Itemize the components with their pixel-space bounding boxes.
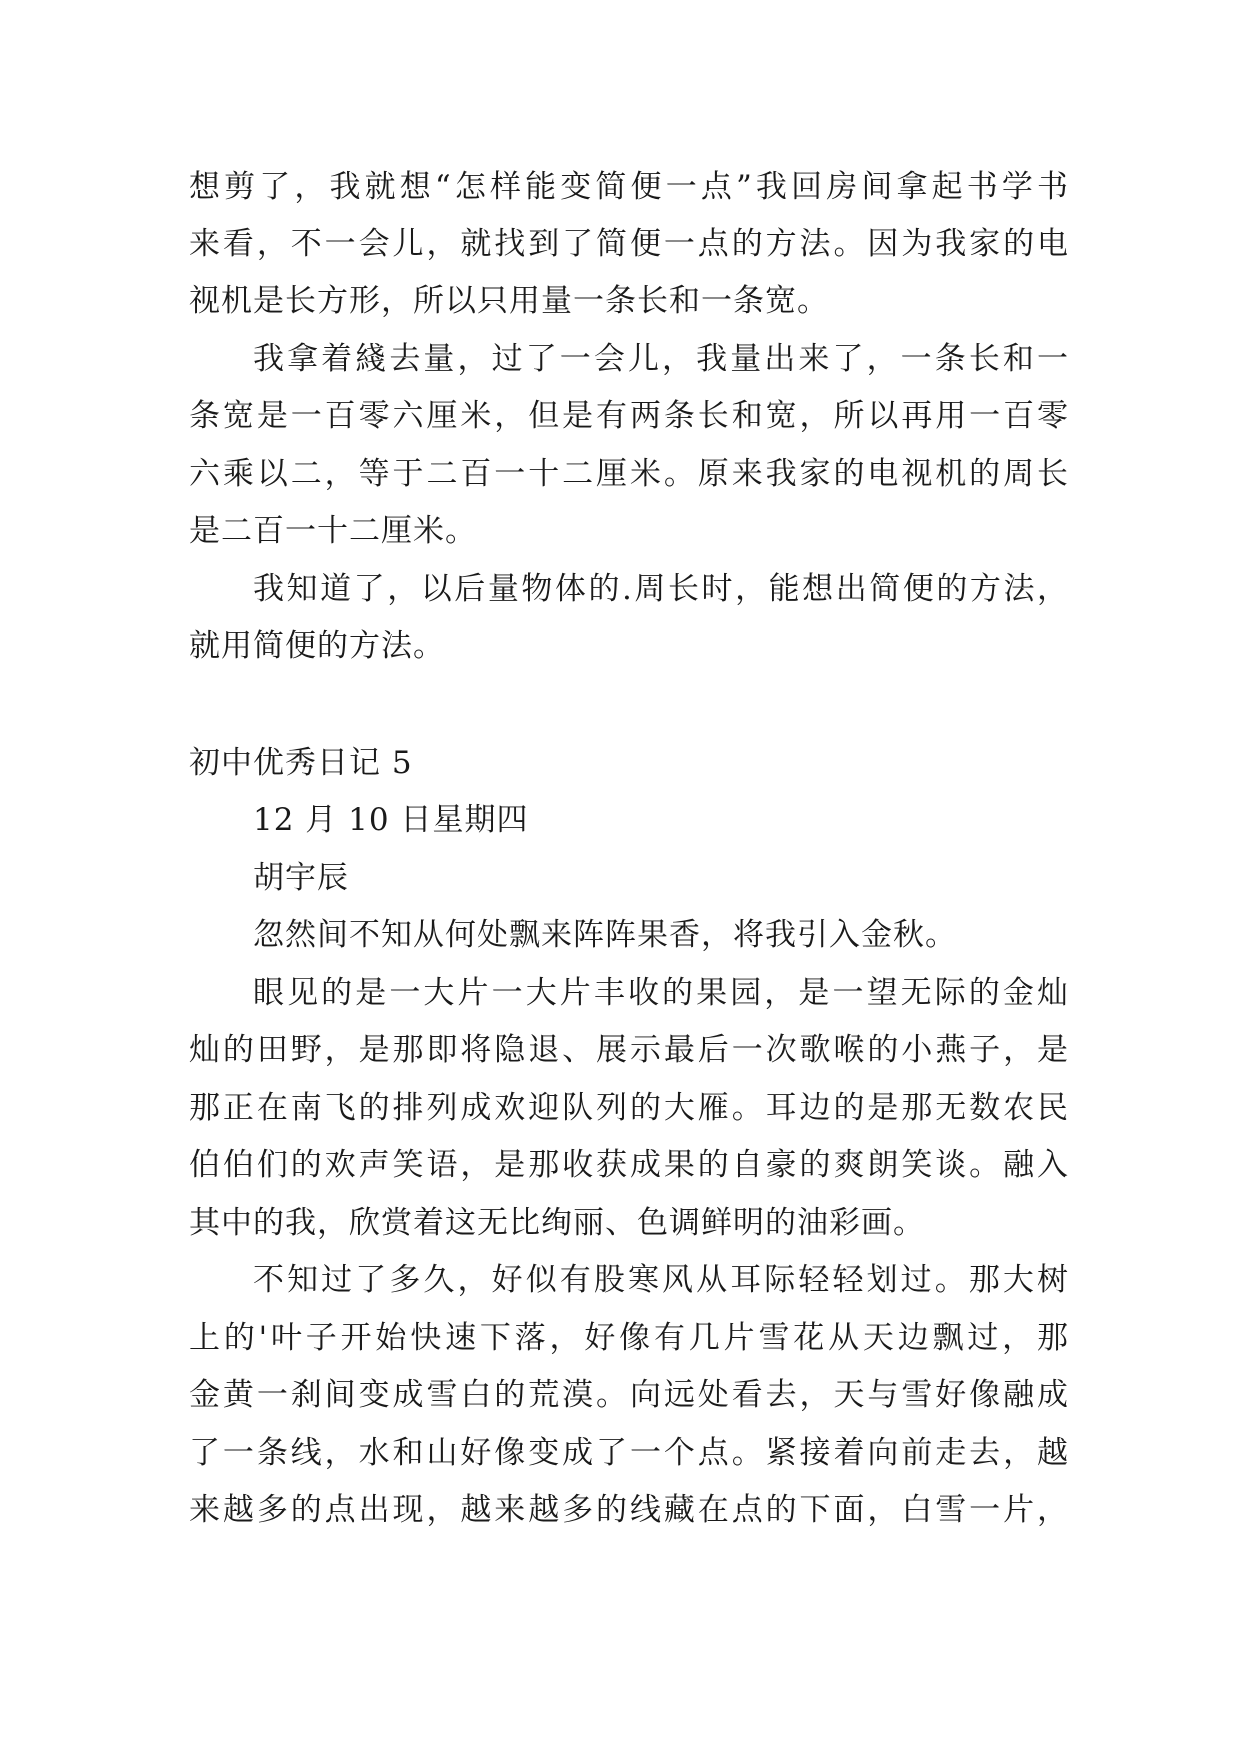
text-line: 忽然间不知从何处飘来阵阵果香，将我引入金秋。 bbox=[253, 917, 957, 953]
text-line: 其中的我，欣赏着这无比绚丽、色调鲜明的油彩画。 bbox=[189, 1205, 925, 1241]
text-line: 视机是长方形，所以只用量一条长和一条宽。 bbox=[189, 283, 829, 319]
text-line: 不知过了多久，好似有股寒风从耳际轻轻划过。那大树 bbox=[253, 1262, 1069, 1298]
text-line: 条宽是一百零六厘米，但是有两条长和宽，所以再用一百零 bbox=[189, 398, 1069, 434]
text-line: 我拿着綫去量，过了一会儿，我量出来了，一条长和一 bbox=[253, 341, 1069, 377]
text-line: 上的'叶子开始快速下落，好像有几片雪花从天边飘过，那 bbox=[189, 1320, 1069, 1356]
text-line: 是二百一十二厘米。 bbox=[189, 513, 477, 549]
text-line: 六乘以二，等于二百一十二厘米。原来我家的电视机的周长 bbox=[189, 456, 1069, 492]
article-date: 12 月 10 日星期四 bbox=[253, 802, 529, 838]
text-line: 来越多的点出现，越来越多的线藏在点的下面，白雪一片， bbox=[189, 1492, 1069, 1528]
text-line: 眼见的是一大片一大片丰收的果园，是一望无际的金灿 bbox=[253, 975, 1069, 1011]
text-line: 灿的田野，是那即将隐退、展示最后一次歌喉的小燕子，是 bbox=[189, 1032, 1069, 1068]
text-line: 了一条线，水和山好像变成了一个点。紧接着向前走去，越 bbox=[189, 1435, 1069, 1471]
text-line: 想剪了，我就想“怎样能变简便一点”我回房间拿起书学书 bbox=[189, 169, 1069, 205]
article-author: 胡宇辰 bbox=[253, 860, 349, 896]
text-line: 那正在南飞的排列成欢迎队列的大雁。耳边的是那无数农民 bbox=[189, 1090, 1069, 1126]
article-title: 初中优秀日记 5 bbox=[189, 745, 413, 781]
text-line: 伯伯们的欢声笑语，是那收获成果的自豪的爽朗笑谈。融入 bbox=[189, 1147, 1069, 1183]
text-line: 来看，不一会儿，就找到了简便一点的方法。因为我家的电 bbox=[189, 226, 1069, 262]
text-line: 就用简便的方法。 bbox=[189, 628, 445, 664]
text-line: 我知道了，以后量物体的.周长时，能想出简便的方法， bbox=[253, 571, 1069, 607]
text-line: 金黄一刹间变成雪白的荒漠。向远处看去，天与雪好像融成 bbox=[189, 1377, 1069, 1413]
